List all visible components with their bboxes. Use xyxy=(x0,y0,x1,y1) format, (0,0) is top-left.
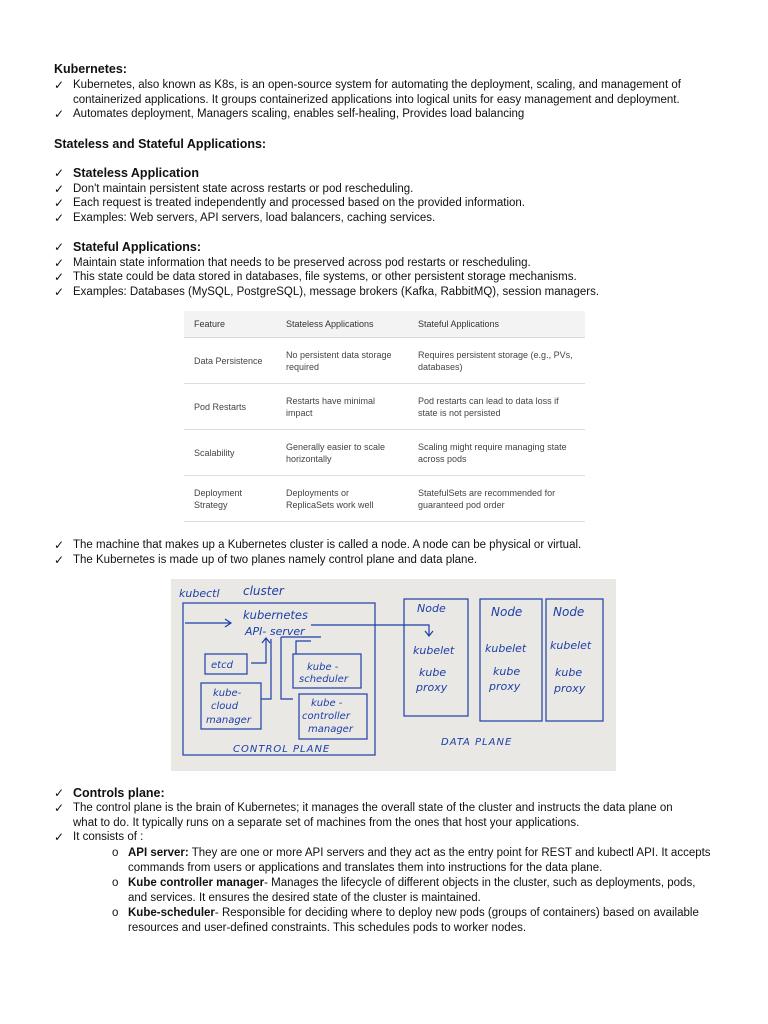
api-server-label: API- server xyxy=(245,625,305,638)
sub-bullet-icon: o xyxy=(112,907,119,919)
kube-proxy-label: kube xyxy=(493,665,521,678)
stateful-item-3: Examples: Databases (MySQL, PostgreSQL), message brokers (Kafka, RabbitMQ), session managers. xyxy=(73,286,600,298)
api-server-desc: They are one or more API servers and they act as the entry point for REST and kubectl API. It accepts xyxy=(188,847,711,859)
diagram-paper xyxy=(171,579,616,771)
controller-manager-desc: - Manages the lifecycle of different objects in the cluster, such as deployments, pods, xyxy=(264,877,696,889)
kubernetes-item-1: Kubernetes, also known as K8s, is an open-source system for automating the deployment, scaling, and management of xyxy=(73,79,681,91)
kubectl-label: kubectl xyxy=(179,587,220,600)
check-icon: ✓ xyxy=(54,196,65,210)
controls-item-1-cont: what to do. It typically runs on a separate set of machines from the ones that host your applications. xyxy=(73,817,580,829)
check-icon: ✓ xyxy=(54,211,65,225)
node-item-2: The Kubernetes is made up of two planes namely control plane and data plane. xyxy=(73,554,478,566)
architecture-diagram xyxy=(171,579,616,771)
api-server-item xyxy=(128,846,712,861)
scheduler-item xyxy=(128,906,712,921)
cluster-label: cluster xyxy=(243,584,284,598)
kube-proxy-label: kube xyxy=(555,666,583,679)
table-cell: Pod restarts can lead to data loss if state is not persisted xyxy=(408,384,585,430)
comparison-table xyxy=(184,311,585,522)
cloud-manager-label: manager xyxy=(206,715,251,726)
check-icon: ✓ xyxy=(54,166,65,180)
table-cell: Scaling might require managing state across pods xyxy=(408,430,585,476)
stateful-item-2: This state could be data stored in databases, file systems, or other persistent storage mechanisms. xyxy=(73,271,577,283)
table-cell: Generally easier to scale horizontally xyxy=(276,430,408,476)
controls-item-2: It consists of : xyxy=(73,831,144,843)
stateless-item-1: Don't maintain persistent state across restarts or pod rescheduling. xyxy=(73,183,414,195)
kubernetes-heading: Kubernetes: xyxy=(54,62,127,76)
api-server-term: API server: xyxy=(128,847,189,859)
check-icon: ✓ xyxy=(54,240,65,254)
controller-manager-item xyxy=(128,876,712,891)
table-cell: Deployment Strategy xyxy=(184,476,276,522)
check-icon: ✓ xyxy=(54,78,65,92)
kubelet-label: kubelet xyxy=(550,639,592,652)
check-icon: ✓ xyxy=(54,801,65,815)
table-header-cell: Feature xyxy=(184,311,276,338)
check-icon: ✓ xyxy=(54,538,65,552)
table-cell: Pod Restarts xyxy=(184,384,276,430)
table-cell: No persistent data storage required xyxy=(276,338,408,384)
scheduler-term: Kube-scheduler xyxy=(128,907,215,919)
stateless-item-2: Each request is treated independently and processed based on the provided information. xyxy=(73,197,525,209)
table-row xyxy=(184,338,585,384)
node-label: Node xyxy=(417,602,446,615)
controller-manager-label: manager xyxy=(308,724,353,735)
check-icon: ✓ xyxy=(54,830,65,844)
check-icon: ✓ xyxy=(54,256,65,270)
kubernetes-item-1-cont: containerized applications. It groups containerized applications into logical units for easy management and deployment. xyxy=(73,94,680,106)
check-icon: ✓ xyxy=(54,270,65,284)
etcd-label: etcd xyxy=(211,660,233,671)
scheduler-label: scheduler xyxy=(299,674,348,685)
scheduler-item-cont: resources and user-defined constraints. This schedules pods to worker nodes. xyxy=(128,922,527,934)
kube-proxy-label: proxy xyxy=(416,681,448,694)
controls-heading: Controls plane: xyxy=(73,786,165,800)
table-row xyxy=(184,476,585,522)
check-icon: ✓ xyxy=(54,182,65,196)
table-header-row xyxy=(184,311,585,338)
table-row xyxy=(184,430,585,476)
table-cell: Data Persistence xyxy=(184,338,276,384)
data-plane-label: DATA PLANE xyxy=(441,737,513,748)
controller-manager-label: controller xyxy=(302,711,350,722)
table-cell: Deployments or ReplicaSets work well xyxy=(276,476,408,522)
control-plane-label: CONTROL PLANE xyxy=(233,744,331,755)
cloud-manager-label: cloud xyxy=(211,701,239,712)
table-cell: Requires persistent storage (e.g., PVs, databases) xyxy=(408,338,585,384)
stateless-heading: Stateless Application xyxy=(73,166,199,180)
check-icon: ✓ xyxy=(54,285,65,299)
node-item-1: The machine that makes up a Kubernetes cluster is called a node. A node can be physical or virtual. xyxy=(73,539,582,551)
node-label: Node xyxy=(553,605,585,619)
kube-proxy-label: proxy xyxy=(554,682,586,695)
api-server-label: kubernetes xyxy=(243,608,308,622)
check-icon: ✓ xyxy=(54,553,65,567)
cloud-manager-label: kube- xyxy=(213,688,242,699)
scheduler-desc: - Responsible for deciding where to deploy new pods (groups of containers) based on available xyxy=(214,907,699,919)
node-label: Node xyxy=(491,605,523,619)
api-server-item-cont: commands from users or applications and translates them into instructions for the data plane. xyxy=(128,862,603,874)
kubernetes-item-2: Automates deployment, Managers scaling, enables self-healing, Provides load balancing xyxy=(73,108,525,120)
stateless-item-3: Examples: Web servers, API servers, load balancers, caching services. xyxy=(73,212,436,224)
section-heading: Stateless and Stateful Applications: xyxy=(54,137,267,151)
check-icon: ✓ xyxy=(54,107,65,121)
kube-proxy-label: proxy xyxy=(489,680,521,693)
kubelet-label: kubelet xyxy=(485,642,527,655)
stateful-item-1: Maintain state information that needs to be preserved across pod restarts or rescheduling. xyxy=(73,257,531,269)
sub-bullet-icon: o xyxy=(112,877,119,889)
table-header-cell: Stateful Applications xyxy=(408,311,585,338)
table-cell: Restarts have minimal impact xyxy=(276,384,408,430)
sub-bullet-icon: o xyxy=(112,847,119,859)
controller-manager-label: kube - xyxy=(311,698,343,709)
table-row xyxy=(184,384,585,430)
kube-proxy-label: kube xyxy=(419,666,447,679)
kubelet-label: kubelet xyxy=(413,644,455,657)
table-cell: StatefulSets are recommended for guaranteed pod order xyxy=(408,476,585,522)
table-header-cell: Stateless Applications xyxy=(276,311,408,338)
stateful-heading: Stateful Applications: xyxy=(73,240,202,254)
controls-item-1: The control plane is the brain of Kubernetes; it manages the overall state of the cluster and instructs the data plane on xyxy=(73,802,673,814)
controller-manager-item-cont: and services. It ensures the desired state of the cluster is maintained. xyxy=(128,892,481,904)
check-icon: ✓ xyxy=(54,786,65,800)
controller-manager-term: Kube controller manager xyxy=(128,877,265,889)
scheduler-label: kube - xyxy=(307,662,339,673)
table-cell: Scalability xyxy=(184,430,276,476)
